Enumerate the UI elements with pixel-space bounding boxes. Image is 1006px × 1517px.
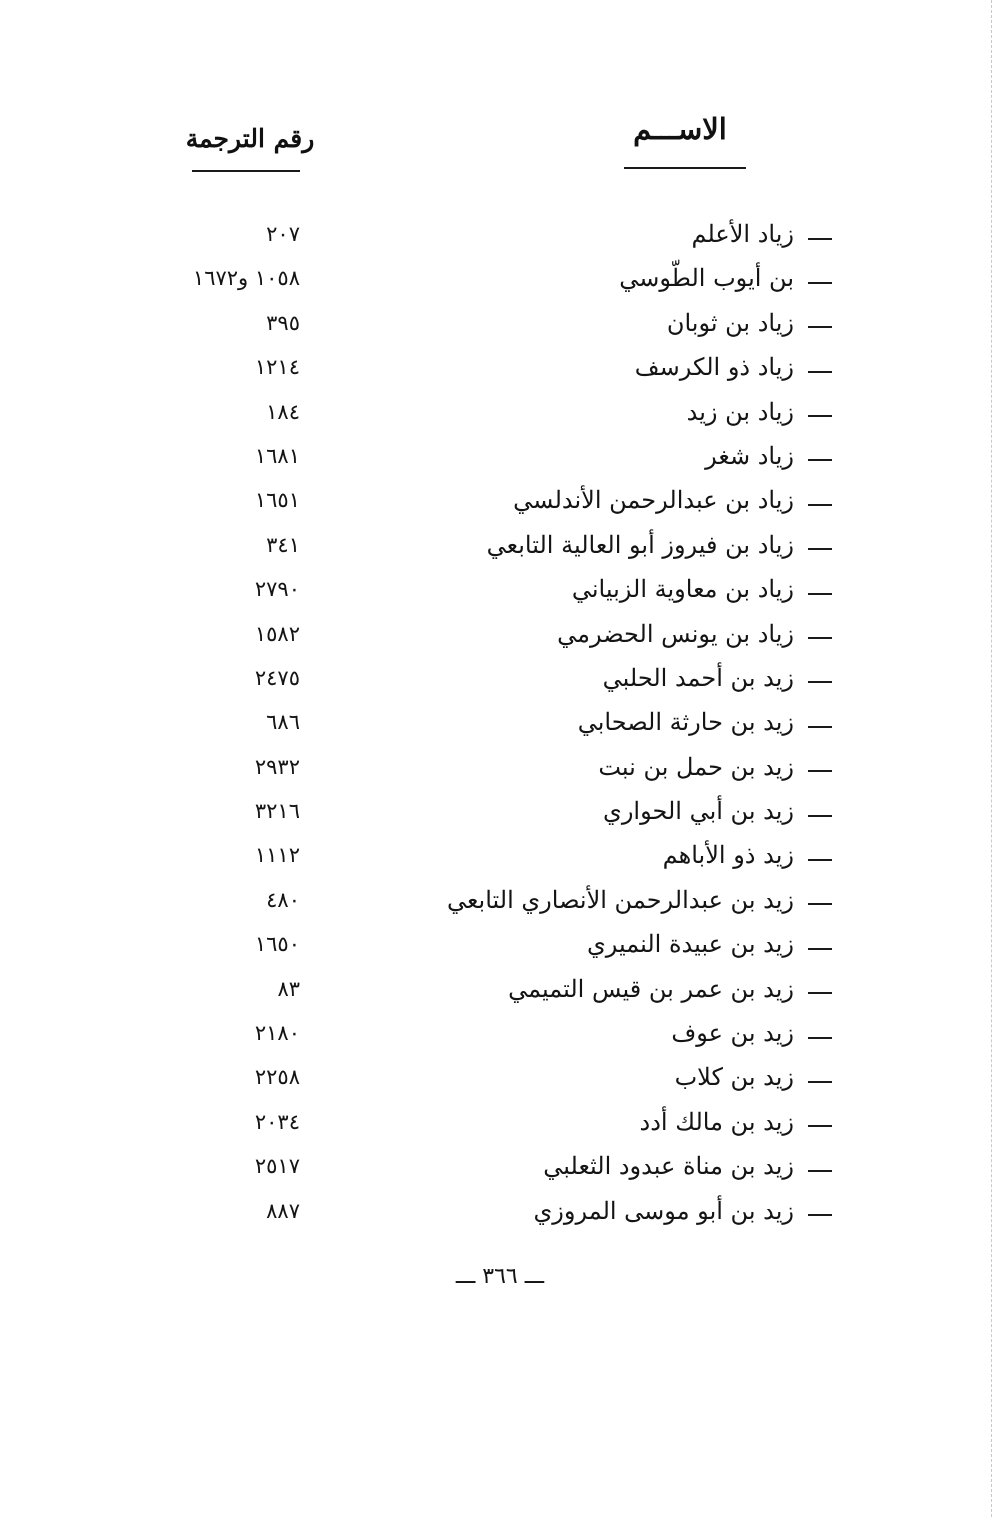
entry-number: ٦٨٦ [266, 710, 300, 735]
entry-row [0, 702, 1006, 746]
entry-name: زياد شغر [705, 441, 794, 470]
entry-name: زياد بن معاوية الزبياني [571, 575, 794, 604]
entry-number: ٢٠٣٤ [254, 1109, 300, 1134]
number-header-underline [192, 170, 300, 172]
entry-row [0, 1146, 1006, 1190]
entry-name: زيد بن عبدالرحمن الأنصاري التابعي [446, 885, 794, 914]
entry-name: زياد بن عبدالرحمن الأندلسي [513, 486, 794, 515]
entry-name: زيد بن عمر بن قيس التميمي [508, 974, 794, 1003]
dash-marker [808, 282, 832, 284]
entry-row [0, 392, 1006, 436]
entry-name-cell [587, 928, 832, 960]
entry-name-cell [447, 884, 832, 916]
entry-name-cell [487, 529, 832, 561]
dash-marker [808, 726, 832, 728]
dash-marker [808, 903, 832, 905]
entry-row [0, 569, 1006, 613]
entry-number: ١٦٥٠ [254, 932, 300, 957]
entry-name: بن أيوب الطّوسي [619, 264, 794, 293]
entry-name: زيد بن عوف [671, 1019, 794, 1048]
dash-marker [808, 815, 832, 817]
entry-name-cell [619, 262, 832, 294]
entry-number: ٣٩٥ [266, 310, 300, 335]
entry-row [0, 436, 1006, 480]
entry-name-cell [687, 396, 832, 428]
dash-marker [808, 859, 832, 861]
entry-number: ٣٢١٦ [254, 799, 300, 824]
entry-number: ٨٨٧ [266, 1198, 300, 1223]
entry-name-cell [557, 618, 832, 650]
entry-row [0, 835, 1006, 879]
entry-name-cell [508, 973, 832, 1005]
entry-number: ٤٨٠ [266, 887, 300, 912]
entry-row [0, 1102, 1006, 1146]
entry-name-cell [675, 1061, 832, 1093]
entry-row [0, 347, 1006, 391]
dash-marker [808, 770, 832, 772]
entry-number: ١٨٤ [266, 399, 300, 424]
entry-row [0, 1057, 1006, 1101]
entry-name-cell [640, 1106, 832, 1138]
dash-marker [808, 326, 832, 328]
dash-marker [808, 548, 832, 550]
entry-row [0, 1191, 1006, 1235]
entry-row [0, 525, 1006, 569]
entry-name-cell [603, 662, 832, 694]
entry-row [0, 614, 1006, 658]
entry-number: ٢٥١٧ [254, 1154, 300, 1179]
entry-name-cell [533, 1195, 832, 1227]
entry-name: زياد ذو الكرسف [634, 353, 794, 382]
entry-name-cell [635, 351, 832, 383]
dash-marker [808, 1125, 832, 1127]
entry-name: زياد بن فيروز أبو العالية التابعي [486, 530, 794, 559]
entry-name: زياد الأعلم [691, 220, 794, 248]
entry-row [0, 214, 1006, 258]
dash-marker [808, 459, 832, 461]
entry-name: زيد بن عبيدة النميري [586, 930, 794, 959]
page-number: ـــ ٣٦٦ ـــ [455, 1264, 545, 1289]
entry-name-cell [513, 484, 832, 516]
entry-number: ١٠٥٨ و١٦٧٢ [192, 266, 300, 291]
entry-number: ١٥٨٢ [254, 621, 300, 646]
entry-row [0, 969, 1006, 1013]
dash-marker [808, 1170, 832, 1172]
entry-row [0, 258, 1006, 302]
dash-marker [808, 681, 832, 683]
entry-row [0, 303, 1006, 347]
entry-number: ١٦٥١ [254, 488, 300, 513]
entry-name-cell [692, 218, 833, 250]
entry-name: زيد ذو الأباهم [662, 841, 794, 870]
entry-row [0, 791, 1006, 835]
entry-name-cell [543, 1150, 832, 1182]
entry-name-cell [705, 440, 832, 472]
dash-marker [808, 371, 832, 373]
entry-name: زياد بن ثوبان [666, 308, 794, 337]
entry-name-cell [663, 839, 832, 871]
name-column-header: الاســـم [633, 112, 727, 146]
entry-list [0, 214, 1006, 1235]
entry-number: ٢٠٧ [266, 222, 300, 246]
entry-row [0, 480, 1006, 524]
entry-row [0, 880, 1006, 924]
entry-name-cell [598, 751, 832, 783]
entry-row [0, 1013, 1006, 1057]
entry-name-cell [671, 1017, 832, 1049]
dash-marker [808, 1214, 832, 1216]
entry-number: ١١١٢ [254, 843, 300, 868]
entry-number: ٢١٨٠ [254, 1021, 300, 1046]
entry-name-cell [572, 573, 832, 605]
dash-marker [808, 1081, 832, 1083]
entry-number: ٢٩٣٢ [254, 754, 300, 779]
entry-name: زيد بن مالك أدد [639, 1107, 794, 1136]
entry-number: ٢٧٩٠ [254, 577, 300, 602]
entry-name-cell [578, 706, 832, 738]
dash-marker [808, 415, 832, 417]
dash-marker [808, 593, 832, 595]
entry-name: زياد بن زيد [686, 397, 794, 426]
entry-number: ١٢١٤ [254, 355, 300, 380]
number-column-header: رقم الترجمة [185, 124, 315, 153]
entry-name: زياد بن يونس الحضرمي [557, 619, 794, 648]
entry-number: ٨٣ [277, 976, 300, 1001]
entry-name: زيد بن أحمد الحلبي [602, 663, 794, 692]
name-header-underline [624, 167, 746, 169]
entry-name: زيد بن أبي الحواري [603, 797, 794, 826]
entry-number: ١٦٨١ [254, 443, 300, 468]
entry-number: ٢٢٥٨ [254, 1065, 300, 1090]
entry-name: زيد بن مناة عبدود الثعلبي [543, 1152, 794, 1181]
entry-number: ٢٤٧٥ [254, 665, 300, 690]
dash-marker [808, 992, 832, 994]
entry-row [0, 747, 1006, 791]
entry-number: ٣٤١ [266, 532, 300, 557]
dash-marker [808, 504, 832, 506]
entry-name: زيد بن حارثة الصحابي [577, 708, 794, 737]
dash-marker [808, 1037, 832, 1039]
dash-marker [808, 637, 832, 639]
entry-name: زيد بن حمل بن نبت [598, 752, 794, 781]
entry-row [0, 658, 1006, 702]
entry-row [0, 924, 1006, 968]
entry-name-cell [667, 307, 832, 339]
dash-marker [808, 238, 832, 240]
entry-name: زيد بن كلاب [674, 1063, 794, 1092]
entry-name: زيد بن أبو موسى المروزي [533, 1196, 794, 1225]
entry-name-cell [603, 795, 832, 827]
dash-marker [808, 948, 832, 950]
